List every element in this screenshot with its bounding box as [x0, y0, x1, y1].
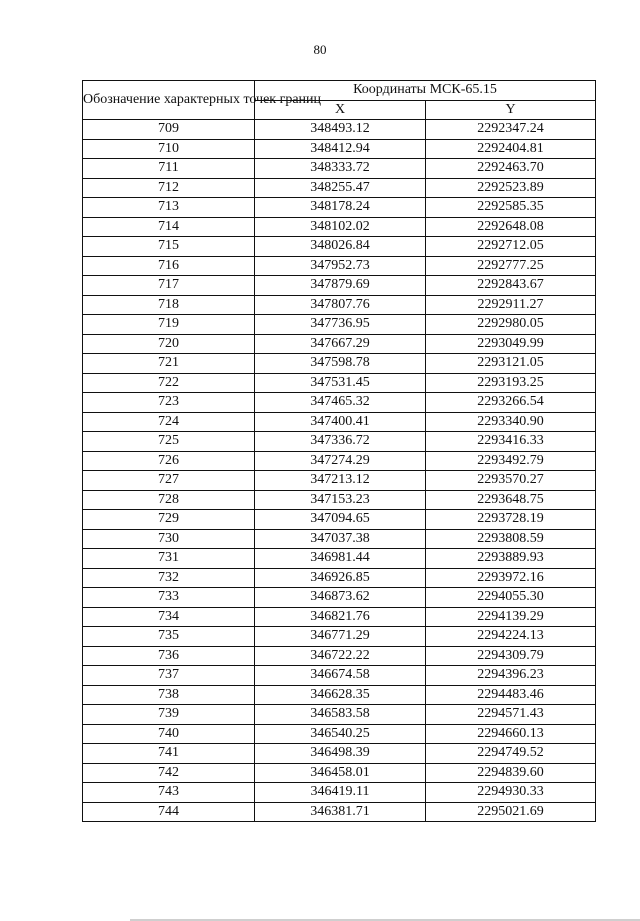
table-row: [83, 432, 596, 452]
table-row: [83, 646, 596, 666]
point-number-cell: 744: [83, 802, 255, 822]
table-row: [83, 763, 596, 783]
point-number-cell: 724: [83, 412, 255, 432]
y-coordinate-cell: 2292347.24: [426, 120, 596, 140]
x-coordinate-cell: 347037.38: [255, 529, 426, 549]
point-number-cell: 712: [83, 178, 255, 198]
table-row: [83, 588, 596, 608]
y-coordinate-cell: 2292843.67: [426, 276, 596, 296]
y-coordinate-cell: 2292404.81: [426, 139, 596, 159]
y-coordinate-cell: 2294930.33: [426, 783, 596, 803]
x-coordinate-cell: 347736.95: [255, 315, 426, 335]
point-number-cell: 728: [83, 490, 255, 510]
table-row: [83, 159, 596, 179]
x-coordinate-cell: 346498.39: [255, 744, 426, 764]
table-row: [83, 568, 596, 588]
x-coordinate-cell: 347336.72: [255, 432, 426, 452]
y-coordinate-cell: 2293340.90: [426, 412, 596, 432]
x-coordinate-cell: 346873.62: [255, 588, 426, 608]
point-number-cell: 741: [83, 744, 255, 764]
y-coordinate-cell: 2293728.19: [426, 510, 596, 530]
y-coordinate-cell: 2292585.35: [426, 198, 596, 218]
y-coordinate-cell: 2294309.79: [426, 646, 596, 666]
table-row: [83, 120, 596, 140]
point-number-cell: 709: [83, 120, 255, 140]
x-coordinate-cell: 346771.29: [255, 627, 426, 647]
point-number-cell: 722: [83, 373, 255, 393]
point-number-cell: 723: [83, 393, 255, 413]
x-coordinate-cell: 347465.32: [255, 393, 426, 413]
y-coordinate-cell: 2293492.79: [426, 451, 596, 471]
table-body: [83, 120, 596, 822]
point-number-cell: 717: [83, 276, 255, 296]
y-coordinate-cell: 2295021.69: [426, 802, 596, 822]
point-number-cell: 726: [83, 451, 255, 471]
table-row: [83, 549, 596, 569]
header-x: X: [255, 100, 426, 120]
point-number-cell: 714: [83, 217, 255, 237]
y-coordinate-cell: 2292648.08: [426, 217, 596, 237]
x-coordinate-cell: 346628.35: [255, 685, 426, 705]
point-number-cell: 715: [83, 237, 255, 257]
table-row: [83, 607, 596, 627]
x-coordinate-cell: 348255.47: [255, 178, 426, 198]
coordinates-table: [82, 80, 596, 822]
header-y: Y: [426, 100, 596, 120]
table-row: [83, 705, 596, 725]
table-row: [83, 334, 596, 354]
table-row: [83, 198, 596, 218]
x-coordinate-cell: 346419.11: [255, 783, 426, 803]
x-coordinate-cell: 348412.94: [255, 139, 426, 159]
point-number-cell: 711: [83, 159, 255, 179]
x-coordinate-cell: 348026.84: [255, 237, 426, 257]
y-coordinate-cell: 2293972.16: [426, 568, 596, 588]
y-coordinate-cell: 2292777.25: [426, 256, 596, 276]
point-number-cell: 721: [83, 354, 255, 374]
y-coordinate-cell: 2293266.54: [426, 393, 596, 413]
point-number-cell: 730: [83, 529, 255, 549]
point-number-cell: 719: [83, 315, 255, 335]
y-coordinate-cell: 2293889.93: [426, 549, 596, 569]
table-row: [83, 295, 596, 315]
x-coordinate-cell: 347952.73: [255, 256, 426, 276]
table-row: [83, 529, 596, 549]
y-coordinate-cell: 2293808.59: [426, 529, 596, 549]
point-number-cell: 731: [83, 549, 255, 569]
point-number-cell: 716: [83, 256, 255, 276]
y-coordinate-cell: 2294483.46: [426, 685, 596, 705]
point-number-cell: 729: [83, 510, 255, 530]
x-coordinate-cell: 347879.69: [255, 276, 426, 296]
table-row: [83, 666, 596, 686]
table-row: [83, 783, 596, 803]
point-number-cell: 740: [83, 724, 255, 744]
table-row: [83, 802, 596, 822]
point-number-cell: 742: [83, 763, 255, 783]
point-number-cell: 736: [83, 646, 255, 666]
table-row: [83, 354, 596, 374]
x-coordinate-cell: 347153.23: [255, 490, 426, 510]
y-coordinate-cell: 2294055.30: [426, 588, 596, 608]
point-number-cell: 733: [83, 588, 255, 608]
y-coordinate-cell: 2294224.13: [426, 627, 596, 647]
y-coordinate-cell: 2294139.29: [426, 607, 596, 627]
table-row: [83, 744, 596, 764]
point-number-cell: 710: [83, 139, 255, 159]
x-coordinate-cell: 346458.01: [255, 763, 426, 783]
x-coordinate-cell: 348493.12: [255, 120, 426, 140]
x-coordinate-cell: 347094.65: [255, 510, 426, 530]
x-coordinate-cell: 346540.25: [255, 724, 426, 744]
y-coordinate-cell: 2293648.75: [426, 490, 596, 510]
x-coordinate-cell: 348102.02: [255, 217, 426, 237]
point-number-cell: 725: [83, 432, 255, 452]
point-number-cell: 738: [83, 685, 255, 705]
x-coordinate-cell: 346381.71: [255, 802, 426, 822]
y-coordinate-cell: 2294749.52: [426, 744, 596, 764]
x-coordinate-cell: 347531.45: [255, 373, 426, 393]
point-number-cell: 713: [83, 198, 255, 218]
table-row: [83, 685, 596, 705]
point-number-cell: 734: [83, 607, 255, 627]
x-coordinate-cell: 346583.58: [255, 705, 426, 725]
point-number-cell: 743: [83, 783, 255, 803]
x-coordinate-cell: 346926.85: [255, 568, 426, 588]
table-row: [83, 393, 596, 413]
table-row: [83, 490, 596, 510]
table-row: [83, 276, 596, 296]
x-coordinate-cell: 347274.29: [255, 451, 426, 471]
y-coordinate-cell: 2292463.70: [426, 159, 596, 179]
table-row: [83, 471, 596, 491]
header-coordinates: Координаты МСК-65.15: [255, 81, 596, 101]
point-number-cell: 739: [83, 705, 255, 725]
y-coordinate-cell: 2293121.05: [426, 354, 596, 374]
table-row: [83, 237, 596, 257]
table-row: [83, 178, 596, 198]
y-coordinate-cell: 2293049.99: [426, 334, 596, 354]
y-coordinate-cell: 2292523.89: [426, 178, 596, 198]
header-points: Обозначение характерных точек границ: [83, 81, 255, 120]
table-row: [83, 139, 596, 159]
y-coordinate-cell: 2294839.60: [426, 763, 596, 783]
point-number-cell: 735: [83, 627, 255, 647]
y-coordinate-cell: 2294660.13: [426, 724, 596, 744]
x-coordinate-cell: 346674.58: [255, 666, 426, 686]
y-coordinate-cell: 2293193.25: [426, 373, 596, 393]
y-coordinate-cell: 2294571.43: [426, 705, 596, 725]
point-number-cell: 720: [83, 334, 255, 354]
table-row: [83, 627, 596, 647]
x-coordinate-cell: 347667.29: [255, 334, 426, 354]
y-coordinate-cell: 2294396.23: [426, 666, 596, 686]
x-coordinate-cell: 347213.12: [255, 471, 426, 491]
point-number-cell: 737: [83, 666, 255, 686]
x-coordinate-cell: 347807.76: [255, 295, 426, 315]
y-coordinate-cell: 2293416.33: [426, 432, 596, 452]
table-row: [83, 451, 596, 471]
x-coordinate-cell: 346722.22: [255, 646, 426, 666]
point-number-cell: 732: [83, 568, 255, 588]
point-number-cell: 718: [83, 295, 255, 315]
x-coordinate-cell: 347400.41: [255, 412, 426, 432]
point-number-cell: 727: [83, 471, 255, 491]
x-coordinate-cell: 347598.78: [255, 354, 426, 374]
table-row: [83, 724, 596, 744]
table-row: [83, 315, 596, 335]
y-coordinate-cell: 2292712.05: [426, 237, 596, 257]
x-coordinate-cell: 346821.76: [255, 607, 426, 627]
table-row: [83, 373, 596, 393]
x-coordinate-cell: 348333.72: [255, 159, 426, 179]
table-row: [83, 412, 596, 432]
page-number: 80: [313, 42, 327, 57]
table-row: [83, 256, 596, 276]
y-coordinate-cell: 2292980.05: [426, 315, 596, 335]
y-coordinate-cell: 2293570.27: [426, 471, 596, 491]
y-coordinate-cell: 2292911.27: [426, 295, 596, 315]
x-coordinate-cell: 348178.24: [255, 198, 426, 218]
table-row: [83, 217, 596, 237]
x-coordinate-cell: 346981.44: [255, 549, 426, 569]
table-row: [83, 510, 596, 530]
